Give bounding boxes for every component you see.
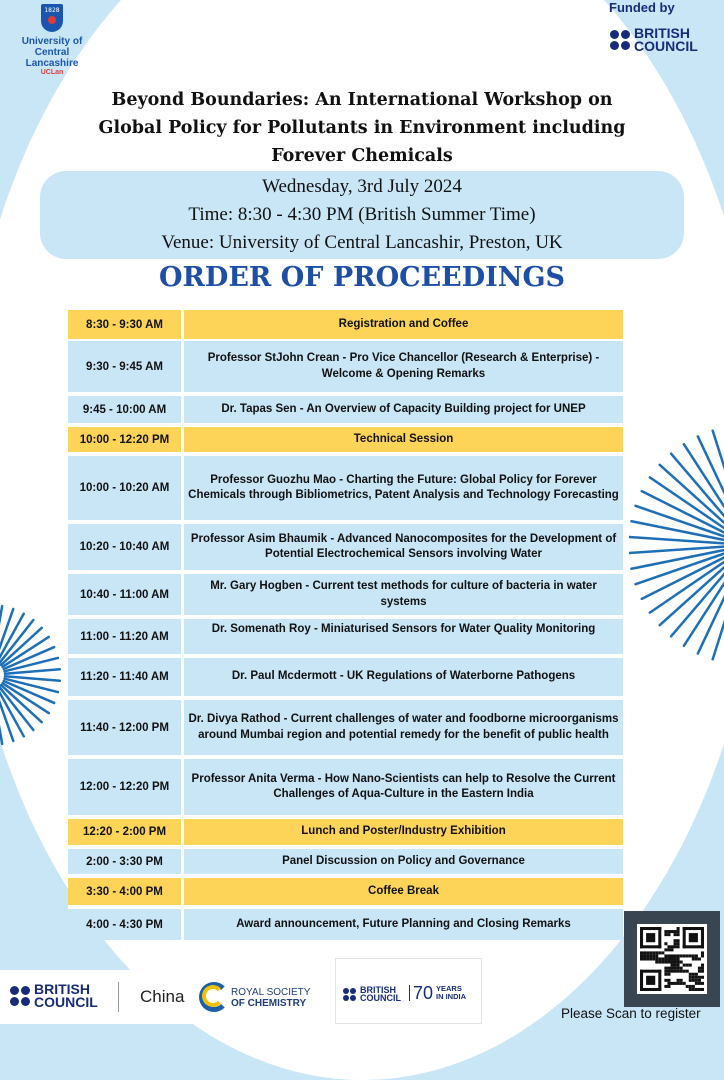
schedule-row (68, 819, 623, 845)
british-council-dots-icon (610, 30, 630, 50)
schedule-time: 10:00 - 10:20 AM (68, 456, 181, 520)
schedule-description: Dr. Paul Mcdermott - UK Regulations of Waterborne Pathogens (184, 658, 623, 696)
decorative-rays-left (0, 565, 62, 785)
schedule-row (68, 427, 623, 452)
schedule-time: 4:00 - 4:30 PM (68, 909, 181, 940)
ray-line (650, 477, 724, 533)
schedule-row (68, 849, 623, 874)
schedule-description: Professor Asim Bhaumik - Advanced Nanocomposites for the Development of Potential Electrochemical Sensors involving Water (184, 524, 623, 570)
schedule-description: Dr. Tapas Sen - An Overview of Capacity Building project for UNEP (184, 396, 623, 423)
schedule-time: 10:00 - 12:20 PM (68, 427, 181, 452)
event-venue: Venue: University of Central Lancashir, Preston, UK (161, 232, 563, 253)
british-council-dots-icon (10, 986, 30, 1006)
schedule-row (68, 524, 623, 570)
schedule-description: Technical Session (184, 427, 623, 452)
royal-society-of-chemistry-logo: ROYAL SOCIETY OF CHEMISTRY (195, 970, 335, 1024)
schedule-row (68, 456, 623, 520)
british-council-china-logo: BRITISH COUNCIL China (0, 970, 195, 1024)
schedule-row (68, 396, 623, 423)
schedule-time: 9:45 - 10:00 AM (68, 396, 181, 423)
schedule-description: Panel Discussion on Policy and Governance (184, 849, 623, 874)
registration-qr-code[interactable] (624, 911, 720, 1007)
schedule-time: 12:00 - 12:20 PM (68, 759, 181, 815)
schedule-time: 3:30 - 4:00 PM (68, 878, 181, 905)
schedule-description: Coffee Break (184, 878, 623, 905)
schedule-description: Dr. Somenath Roy - Miniaturised Sensors for Water Quality Monitoring (184, 619, 623, 654)
schedule-description: Professor Anita Verma - How Nano-Scientists can help to Resolve the Current Challenges of Aqua-Culture in the Eastern India (184, 759, 623, 815)
scan-to-register-label: Please Scan to register (561, 1006, 701, 1021)
schedule-row (68, 574, 623, 615)
workshop-title: Beyond Boundaries: An International Workshop on Global Policy for Pollutants in Environment including Forever Chemicals (98, 90, 626, 166)
uclan-name: University of Central Lancashire (21, 36, 83, 69)
qr-code-icon (640, 927, 704, 991)
schedule-description: Award announcement, Future Planning and Closing Remarks (184, 909, 623, 940)
divider (118, 982, 119, 1012)
schedule-time: 8:30 - 9:30 AM (68, 310, 181, 339)
schedule-row (68, 341, 623, 392)
schedule-time: 10:20 - 10:40 AM (68, 524, 181, 570)
event-date: Wednesday, 3rd July 2024 (262, 176, 462, 197)
decorative-rays-right (629, 425, 724, 665)
schedule-description: Registration and Coffee (184, 310, 623, 339)
schedule-description: Mr. Gary Hogben - Current test methods for culture of bacteria in water systems (184, 574, 623, 615)
uclan-shield-icon: 1828 (41, 4, 63, 32)
schedule-row (68, 700, 623, 755)
schedule-row (68, 878, 623, 905)
schedule-row (68, 909, 623, 940)
schedule-description: Dr. Divya Rathod - Current challenges of water and foodborne microorganisms around Mumbai region and potential remedy for the benefit of public health (184, 700, 623, 755)
schedule-row (68, 658, 623, 696)
schedule-row (68, 619, 623, 654)
seventy-label: 70 (413, 983, 434, 1003)
schedule-time: 12:20 - 2:00 PM (68, 819, 181, 845)
china-label: China (140, 987, 185, 1006)
schedule-time: 2:00 - 3:30 PM (68, 849, 181, 874)
schedule-row (68, 759, 623, 815)
schedule-time: 11:40 - 12:00 PM (68, 700, 181, 755)
event-time: Time: 8:30 - 4:30 PM (British Summer Time) (188, 204, 536, 225)
ray-line (650, 556, 724, 612)
british-council-logo: BRITISH COUNCIL (610, 27, 698, 53)
schedule-description: Professor StJohn Crean - Pro Vice Chancellor (Research & Enterprise) - Welcome & Opening Remarks (184, 341, 623, 392)
uclan-logo (12, 4, 92, 76)
british-council-dots-icon (343, 988, 356, 1001)
uclan-short: UCLan (40, 69, 64, 76)
schedule-description: Lunch and Poster/Industry Exhibition (184, 819, 623, 845)
ray-line (642, 554, 724, 599)
schedule-time: 11:00 - 11:20 AM (68, 619, 181, 654)
schedule-row (68, 310, 623, 339)
schedule-description: Professor Guozhu Mao - Charting the Future: Global Policy for Forever Chemicals through Bibliometrics, Patent Analysis and Technology Forecasting (184, 456, 623, 520)
schedule-time: 10:40 - 11:00 AM (68, 574, 181, 615)
ray-line (642, 491, 724, 536)
event-info-box (40, 171, 684, 259)
order-heading: ORDER OF PROCEEDINGS (158, 262, 566, 293)
funded-by-label: Funded by (609, 0, 675, 15)
schedule-time: 11:20 - 11:40 AM (68, 658, 181, 696)
british-council-70-years-india-logo: BRITISH COUNCIL 70 YEARS IN INDIA (335, 958, 482, 1024)
schedule-table (68, 310, 623, 940)
schedule-time: 9:30 - 9:45 AM (68, 341, 181, 392)
